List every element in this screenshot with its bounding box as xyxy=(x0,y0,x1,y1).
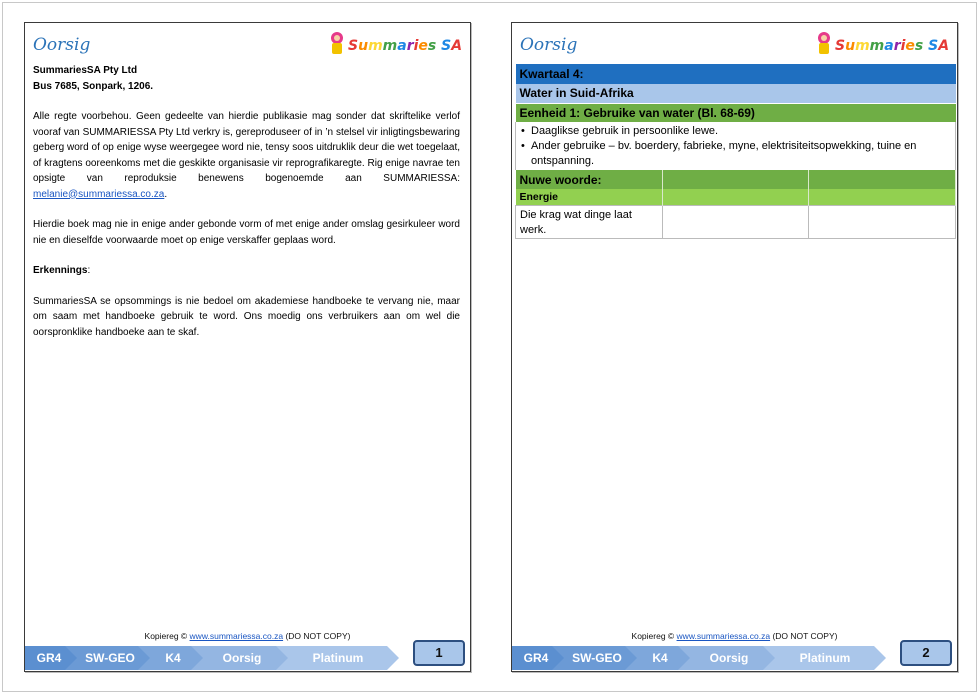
breadcrumb xyxy=(512,646,887,670)
crumb-section: Oorsig xyxy=(222,651,262,665)
page-number: 1 xyxy=(413,640,465,666)
summary-table xyxy=(515,64,956,239)
row-kwartaal xyxy=(516,64,956,84)
eenheid-heading: Eenheid 1: Gebruike van water (Bl. 68-69) xyxy=(516,103,956,122)
footer-prefix: Kopiereg © xyxy=(144,631,190,641)
email-link[interactable]: melanie@summariessa.co.za xyxy=(33,188,165,200)
rights-end: . xyxy=(164,188,168,200)
ack-heading-text: Erkennings xyxy=(33,265,88,276)
binding-paragraph: Hierdie boek mag nie in enige ander gebonde vorm of met enige ander omslag gesirkuleer word nie en dieselfde voorwaarde moet op enige verskaffer geplaas word. xyxy=(33,219,460,246)
copyright-footer xyxy=(25,631,470,641)
crumb-section: Oorsig xyxy=(709,651,749,665)
acknowledgements-paragraph: SummariesSA se opsommings is nie bedoel om akademiese handboeke te vervang nie, maar om saam met handboeke gebruik te word. Ons moedig ons verbruikers aan om wel die oorspronklike handboeke aan te skaf. xyxy=(33,295,460,338)
list-item: • Daaglikse gebruik in persoonlike lewe. xyxy=(531,124,951,139)
uses-list xyxy=(520,124,951,169)
breadcrumb xyxy=(25,646,400,670)
company-address: Bus 7685, Sonpark, 1206. xyxy=(33,80,154,92)
page-2 xyxy=(511,22,958,672)
summaries-sa-logo xyxy=(815,29,953,57)
crumb-grade: GR4 xyxy=(523,651,549,665)
summaries-sa-logo xyxy=(328,29,466,57)
svg-text:Summaries SA: Summaries SA xyxy=(348,38,463,54)
crumb-subject: SW-GEO xyxy=(572,651,622,665)
page-number: 2 xyxy=(900,640,952,666)
row-topic xyxy=(516,84,956,103)
page-title: Oorsig xyxy=(33,35,91,55)
crumb-term: K4 xyxy=(652,651,668,665)
footer-link[interactable]: www.summariessa.co.za xyxy=(189,631,284,641)
row-definition xyxy=(516,205,956,238)
list-item: • Ander gebruike – bv. boerdery, fabrieke, myne, elektrisiteitsopwekking, tuine en ontspanning. xyxy=(531,139,951,169)
copyright-footer xyxy=(512,631,957,641)
rights-text: Alle regte voorbehou. Geen gedeelte van hierdie publikasie mag sonder dat skriftelike verlof vooraf van SUMMARIESSA Pty Ltd verkry is, gereproduseer of in ’n stelsel vir inligtingsbewaring geberg word of op enige wyse weergegee word nie, tensy soos uitdruklik deur die wet toegelaat, of kragtens ooreenkoms met die geskikte organisasie vir reprografikaregte. Rig enige navrae ten opsigte van reproduksie benewens bogenoemde aan SUMMARIESSA: xyxy=(33,111,460,184)
row-new-words xyxy=(516,170,956,189)
crumb-tier: Platinum xyxy=(312,651,364,665)
row-bullets xyxy=(516,122,956,170)
kwartaal-heading: Kwartaal 4: xyxy=(516,64,956,84)
company-name: SummariesSA Pty Ltd xyxy=(33,65,138,76)
footer-suffix: (DO NOT COPY) xyxy=(283,631,351,641)
page-title: Oorsig xyxy=(520,35,578,55)
new-words-heading: Nuwe woorde: xyxy=(516,170,663,189)
footer-suffix: (DO NOT COPY) xyxy=(770,631,838,641)
topic-heading: Water in Suid-Afrika xyxy=(516,84,956,103)
rights-paragraph xyxy=(33,109,460,202)
footer-prefix: Kopiereg © xyxy=(631,631,677,641)
row-eenheid xyxy=(516,103,956,122)
row-word xyxy=(516,189,956,205)
crumb-grade: GR4 xyxy=(36,651,62,665)
footer-link[interactable]: www.summariessa.co.za xyxy=(676,631,771,641)
crumb-term: K4 xyxy=(165,651,181,665)
crumb-subject: SW-GEO xyxy=(85,651,135,665)
page-1 xyxy=(24,22,471,672)
svg-text:Summaries SA: Summaries SA xyxy=(835,38,950,54)
acknowledgements-heading xyxy=(33,263,460,279)
copyright-notice xyxy=(33,63,460,340)
crumb-tier: Platinum xyxy=(799,651,851,665)
ack-colon: : xyxy=(87,265,91,276)
word-definition: Die krag wat dinge laat werk. xyxy=(516,205,663,238)
word-term: Energie xyxy=(516,189,663,205)
